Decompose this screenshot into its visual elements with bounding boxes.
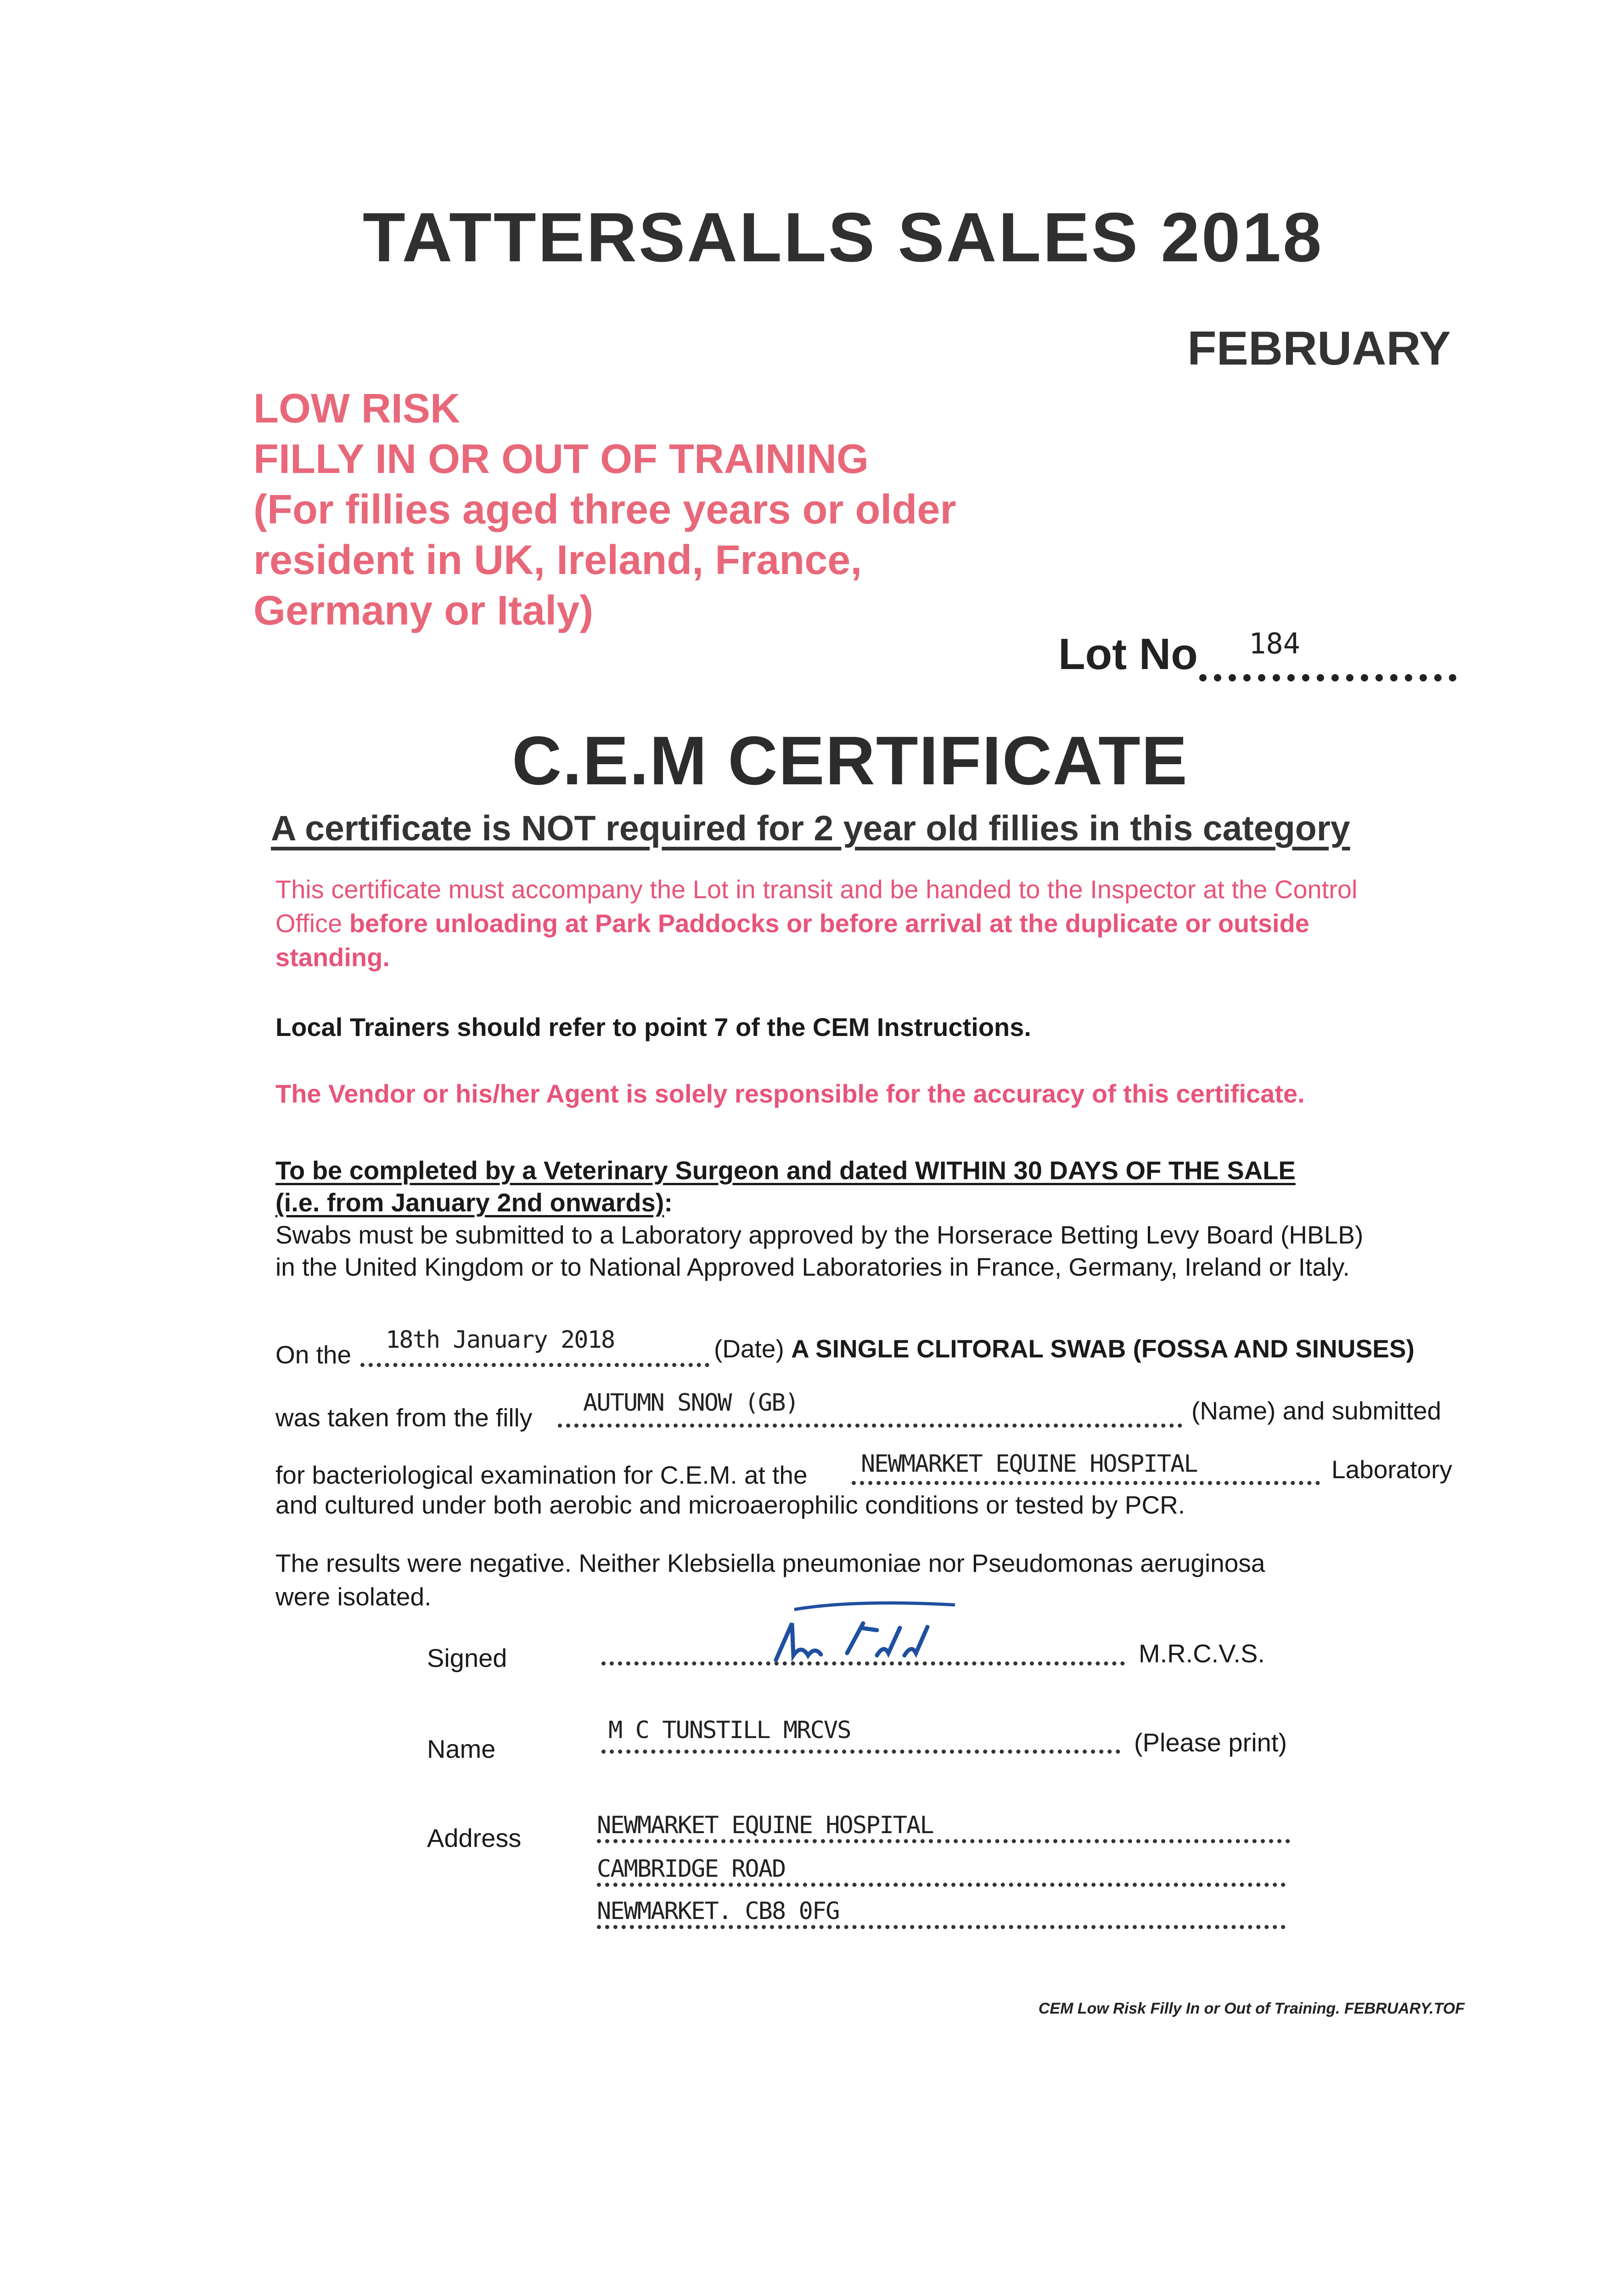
lot-number-label: Lot No bbox=[1058, 630, 1198, 679]
date-field-value: 18th January 2018 bbox=[386, 1326, 615, 1354]
sale-month: FEBRUARY bbox=[1187, 322, 1451, 375]
results-statement: were isolated. bbox=[275, 1582, 432, 1611]
transit-notice-part2: before unloading at Park Paddocks or before arrival at the duplicate or outside standing. bbox=[275, 909, 1309, 972]
not-required-notice: A certificate is NOT required for 2 year old fillies in this category bbox=[271, 809, 1350, 848]
address-line-1[interactable] bbox=[597, 1839, 1290, 1843]
category-line: LOW RISK bbox=[253, 386, 460, 432]
lab-suffix: Laboratory bbox=[1331, 1455, 1452, 1484]
printed-name-value: M C TUNSTILL MRCVS bbox=[608, 1716, 851, 1744]
handwritten-signature bbox=[739, 1591, 978, 1683]
filly-name-field-line[interactable] bbox=[558, 1424, 1182, 1428]
vendor-responsibility-notice: The Vendor or his/her Agent is solely responsible for the accuracy of this certificate. bbox=[275, 1079, 1305, 1108]
date-suffix: (Date) A SINGLE CLITORAL SWAB (FOSSA AND SINUSES) bbox=[714, 1334, 1415, 1363]
filly-suffix: (Name) and submitted bbox=[1191, 1396, 1442, 1425]
transit-notice-part1: This certificate must accompany the Lot in transit and be handed to the Inspector at the Control Office bbox=[275, 875, 1358, 938]
lot-number-value: 184 bbox=[1249, 627, 1300, 660]
address-label: Address bbox=[427, 1823, 522, 1852]
laboratory-value: NEWMARKET EQUINE HOSPITAL bbox=[861, 1450, 1197, 1478]
culture-statement: and cultured under both aerobic and microaerophilic conditions or tested by PCR. bbox=[275, 1491, 1185, 1519]
category-line: Germany or Italy) bbox=[253, 588, 594, 634]
transit-notice bbox=[275, 872, 1423, 974]
certificate-heading: C.E.M CERTIFICATE bbox=[512, 722, 1188, 799]
address-value-1: NEWMARKET EQUINE HOSPITAL bbox=[597, 1812, 933, 1839]
document-title: TATTERSALLS SALES 2018 bbox=[363, 198, 1324, 276]
category-line: resident in UK, Ireland, France, bbox=[253, 537, 862, 583]
category-line: (For fillies aged three years or older bbox=[253, 487, 956, 533]
address-line-2[interactable] bbox=[597, 1883, 1286, 1887]
laboratory-field-line[interactable] bbox=[852, 1481, 1320, 1485]
results-statement: The results were negative. Neither Klebsiella pneumoniae nor Pseudomonas aeruginosa bbox=[275, 1549, 1265, 1577]
address-value-3: NEWMARKET. CB8 0FG bbox=[597, 1897, 839, 1925]
lot-number-dotted-line bbox=[1199, 647, 1456, 681]
on-the-label: On the bbox=[275, 1340, 352, 1369]
vet-instructions-heading: To be completed by a Veterinary Surgeon and dated WITHIN 30 DAYS OF THE SALE bbox=[275, 1156, 1296, 1185]
name-label: Name bbox=[427, 1734, 496, 1763]
mrcvs-suffix: M.R.C.V.S. bbox=[1139, 1639, 1265, 1668]
name-field-line[interactable] bbox=[601, 1750, 1120, 1754]
vet-instructions-body: in the United Kingdom or to National Approved Laboratories in France, Germany, Ireland or Italy. bbox=[275, 1253, 1350, 1281]
lab-label: for bacteriological examination for C.E.M. at the bbox=[275, 1461, 808, 1489]
please-print-note: (Please print) bbox=[1134, 1728, 1287, 1757]
category-line: FILLY IN OR OUT OF TRAINING bbox=[253, 436, 869, 482]
signed-label: Signed bbox=[427, 1643, 507, 1672]
filly-name-value: AUTUMN SNOW (GB) bbox=[583, 1389, 798, 1417]
vet-instructions-body: Swabs must be submitted to a Laboratory approved by the Horserace Betting Levy Board (HBLB) bbox=[275, 1221, 1364, 1249]
address-line-3[interactable] bbox=[597, 1925, 1286, 1929]
address-value-2: CAMBRIDGE ROAD bbox=[597, 1855, 786, 1883]
local-trainers-notice: Local Trainers should refer to point 7 of the CEM Instructions. bbox=[275, 1013, 1031, 1041]
date-field-line[interactable] bbox=[360, 1363, 709, 1367]
filly-label: was taken from the filly bbox=[275, 1403, 533, 1432]
document-footer-code: CEM Low Risk Filly In or Out of Training. FEBRUARY.TOF bbox=[1038, 2000, 1465, 2017]
vet-instructions-heading-line2: (i.e. from January 2nd onwards): bbox=[275, 1188, 673, 1217]
